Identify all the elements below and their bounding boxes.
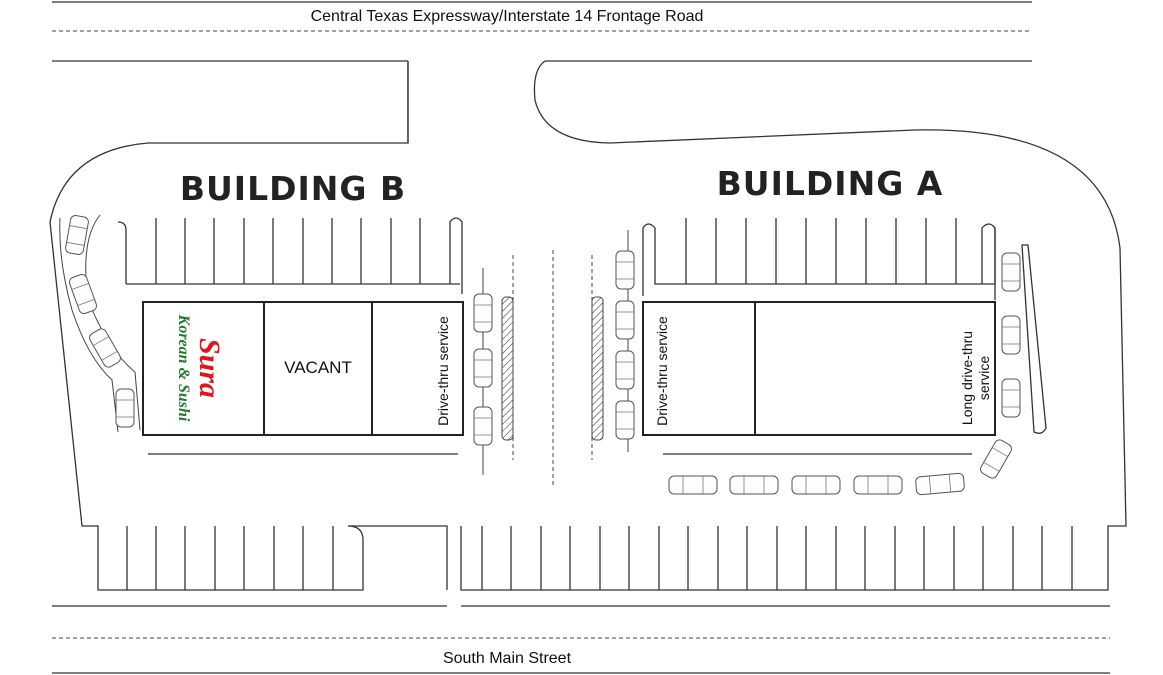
car xyxy=(616,251,634,289)
building-a-drive-thru-label: Drive-thru service xyxy=(654,316,670,426)
building-a[interactable] xyxy=(643,164,995,454)
car xyxy=(915,473,964,495)
central-drive-aisle xyxy=(483,230,628,488)
car xyxy=(1002,316,1020,354)
sura-subtitle: Korean & Sushi xyxy=(175,314,192,422)
car xyxy=(616,351,634,389)
car xyxy=(1002,379,1020,417)
car xyxy=(474,349,492,387)
car xyxy=(474,294,492,332)
south-road-label: South Main Street xyxy=(442,650,572,667)
long-drive-thru-label-line2: service xyxy=(976,355,992,401)
building-b-south-parking xyxy=(127,526,333,590)
north-road-label: Central Texas Expressway/Interstate 14 Frontage Road xyxy=(310,8,704,25)
building-a-south-parking xyxy=(482,526,1072,590)
sura-logo-text: Sura xyxy=(193,337,226,399)
vacant-label: VACANT xyxy=(284,358,352,377)
north-frontage-road xyxy=(52,2,1032,61)
building-a-east-island xyxy=(1022,245,1046,433)
long-drive-thru-label-line1: Long drive-thru xyxy=(959,330,975,426)
car xyxy=(854,476,902,494)
building-b-drive-thru-label: Drive-thru service xyxy=(435,316,451,426)
building-b[interactable] xyxy=(143,169,463,454)
car xyxy=(979,438,1014,480)
building-b-title: BUILDING B xyxy=(179,169,407,208)
building-a-north-parking xyxy=(643,218,995,300)
car xyxy=(730,476,778,494)
car xyxy=(616,401,634,439)
car xyxy=(792,476,840,494)
building-b-north-parking xyxy=(118,218,462,294)
car xyxy=(65,215,89,256)
car xyxy=(88,327,123,369)
south-main-street xyxy=(52,606,1110,673)
car xyxy=(116,389,134,427)
car xyxy=(669,476,717,494)
car xyxy=(1002,253,1020,291)
car xyxy=(616,301,634,339)
car xyxy=(474,407,492,445)
car xyxy=(68,273,98,315)
building-a-title: BUILDING A xyxy=(716,164,944,203)
